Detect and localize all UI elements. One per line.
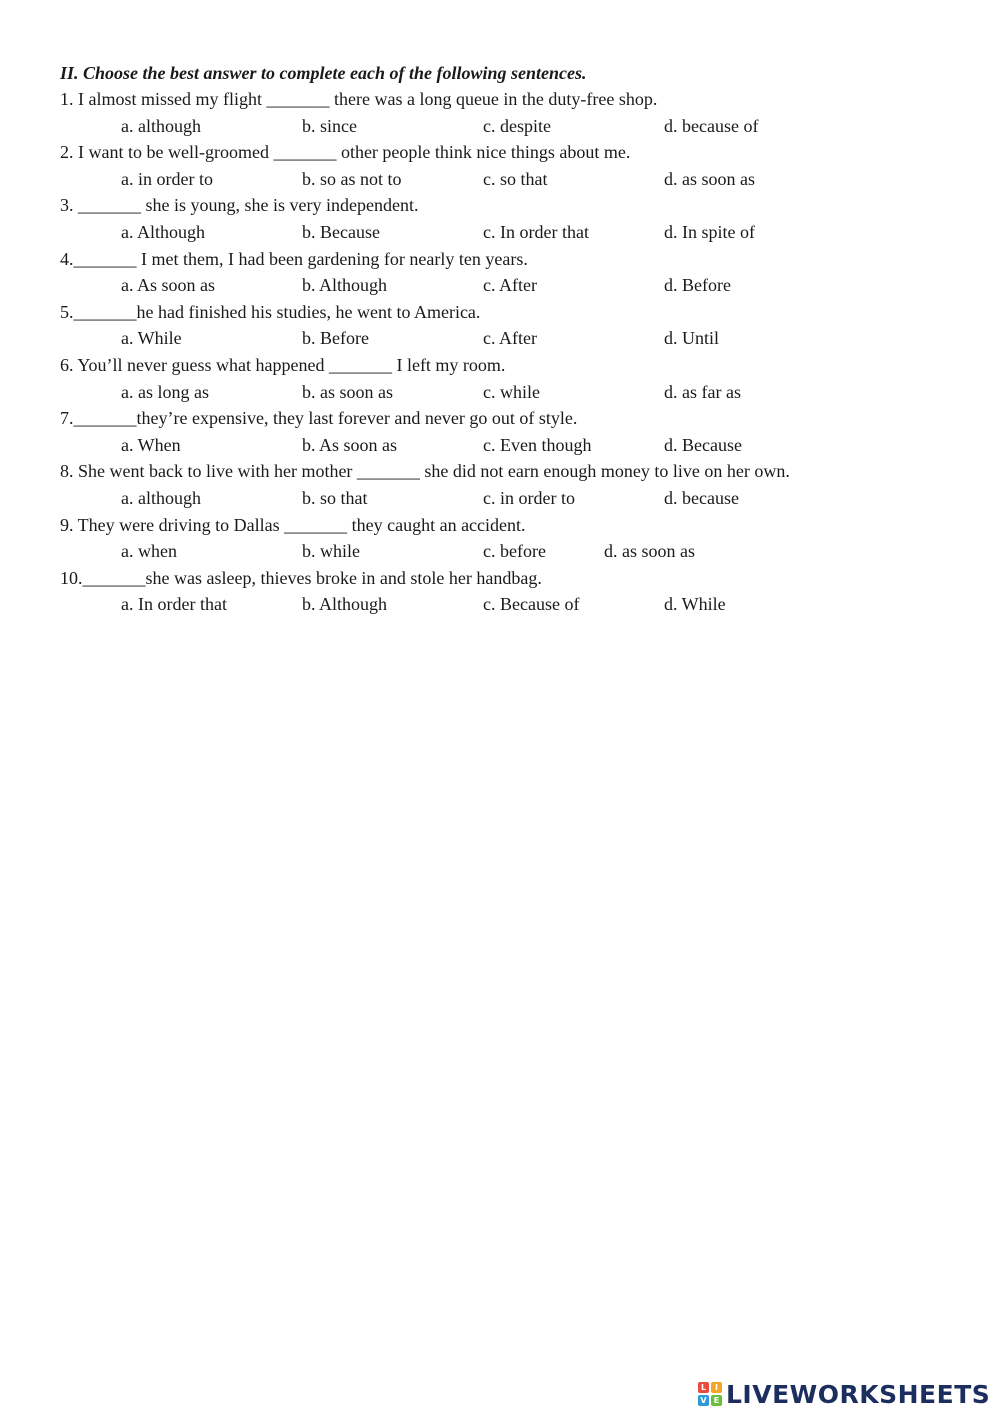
option-d: d. While [664, 594, 726, 615]
option-d: d. because of [664, 115, 759, 136]
option-a: a. as long as [121, 381, 209, 402]
options-10 [60, 591, 960, 618]
options-8 [60, 485, 960, 512]
option-d: d. Until [664, 328, 720, 349]
option-d: d. as soon as [664, 168, 755, 189]
question-2: 2. I want to be well-groomed _______ other people think nice things about me. [60, 142, 631, 163]
option-d: d. as soon as [604, 541, 695, 562]
option-c: c. After [483, 275, 537, 296]
option-b: b. Before [302, 328, 369, 349]
option-c: c. despite [483, 115, 551, 136]
option-c: c. while [483, 381, 540, 402]
logo-mark-letter: I [711, 1382, 722, 1393]
option-c: c. in order to [483, 487, 575, 508]
question-9: 9. They were driving to Dallas _______ they caught an accident. [60, 514, 526, 535]
option-d: d. as far as [664, 381, 741, 402]
question-8: 8. She went back to live with her mother _______ she did not earn enough money to live on her own. [60, 461, 790, 482]
options-5 [60, 325, 960, 352]
option-d: d. Before [664, 275, 731, 296]
option-a: a. In order that [121, 594, 227, 615]
option-c: c. before [483, 541, 546, 562]
question-10: 10._______she was asleep, thieves broke in and stole her handbag. [60, 567, 542, 588]
option-b: b. Although [302, 275, 388, 296]
worksheet [60, 60, 960, 618]
option-d: d. In spite of [664, 221, 755, 242]
option-d: d. Because [664, 434, 742, 455]
option-b: b. since [302, 115, 357, 136]
question-1: 1. I almost missed my flight _______ there was a long queue in the duty-free shop. [60, 89, 658, 109]
logo-text: LIVEWORKSHEETS [726, 1379, 991, 1409]
logo-mark-letter: V [698, 1395, 709, 1406]
options-3 [60, 219, 960, 246]
option-a: a. when [121, 541, 177, 562]
options-9 [60, 538, 960, 565]
option-c: c. Because of [483, 594, 580, 615]
option-c: c. In order that [483, 221, 589, 242]
option-a: a. While [121, 328, 182, 349]
option-b: b. while [302, 541, 360, 562]
logo-mark-icon [698, 1382, 722, 1406]
option-a: a. although [121, 115, 201, 136]
section-title: II. Choose the best answer to complete each of the following sentences. [60, 63, 587, 83]
liveworksheets-logo [698, 1379, 990, 1409]
option-c: c. Even though [483, 434, 592, 455]
options-4 [60, 272, 960, 299]
option-c: c. After [483, 328, 537, 349]
option-c: c. so that [483, 168, 548, 189]
question-4: 4._______ I met them, I had been gardening for nearly ten years. [60, 248, 528, 269]
options-7 [60, 432, 960, 459]
option-d: d. because [664, 487, 739, 508]
option-b: b. As soon as [302, 434, 398, 455]
question-6: 6. You’ll never guess what happened _______ I left my room. [60, 354, 506, 375]
option-a: a. When [121, 434, 181, 455]
option-a: a. As soon as [121, 275, 215, 296]
option-b: b. as soon as [302, 381, 393, 402]
logo-mark-letter: L [698, 1382, 709, 1393]
question-3: 3. _______ she is young, she is very independent. [60, 195, 419, 216]
option-a: a. in order to [121, 168, 213, 189]
option-b: b. so that [302, 487, 368, 508]
options-2 [60, 166, 960, 193]
option-a: a. Although [121, 221, 205, 242]
option-a: a. although [121, 487, 201, 508]
options-6 [60, 379, 960, 406]
options-1 [60, 113, 960, 140]
option-b: b. Because [302, 221, 380, 242]
question-5: 5._______he had finished his studies, he went to America. [60, 301, 481, 322]
logo-mark-letter: E [711, 1395, 722, 1406]
question-7: 7._______they’re expensive, they last forever and never go out of style. [60, 408, 578, 429]
option-b: b. Although [302, 594, 388, 615]
option-b: b. so as not to [302, 168, 402, 189]
